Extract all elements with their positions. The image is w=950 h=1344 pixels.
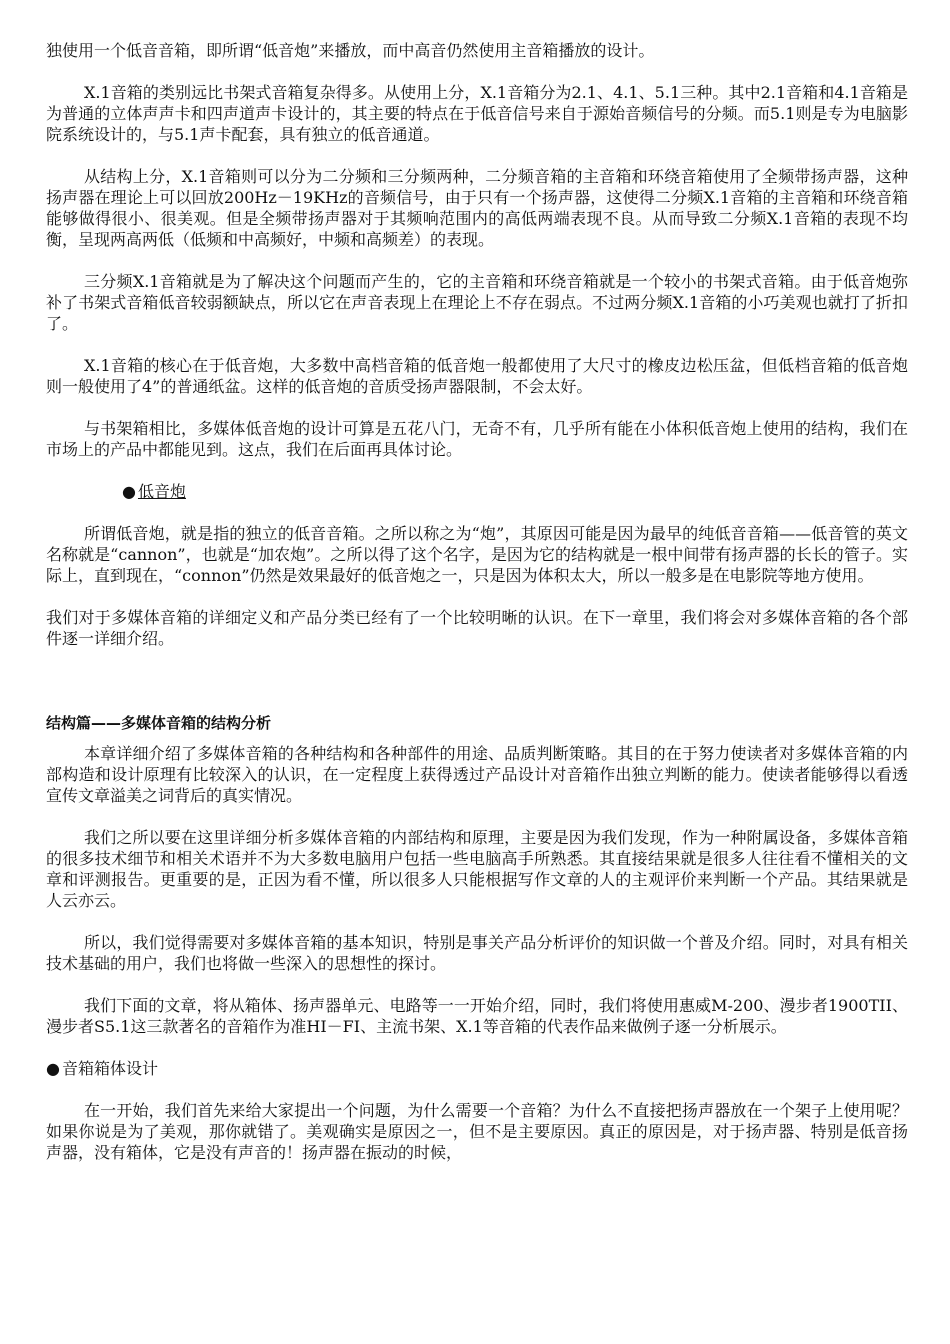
paragraph-gap bbox=[46, 974, 908, 995]
paragraph-gap bbox=[46, 250, 908, 271]
paragraph-x1-structure: 从结构上分，X.1音箱则可以分为二分频和三分频两种，二分频音箱的主音箱和环绕音箱使用了全频带扬声器，这种扬声器在理论上可以回放200Hz－19KHz的音频信号，由于只有一个扬声器，这使得二分频X.1音箱的主音箱和环绕音箱能够做得很小、很美观。但是全频带扬声器对于其频响范围内的高低两端表现不良。从而导致二分频X.1音箱的表现不均衡，呈现两高两低（低频和中高频好，中频和高频差）的表现。 bbox=[46, 167, 908, 249]
section-heading-label: 低音炮 bbox=[137, 482, 186, 501]
paragraph-x1-core: X.1音箱的核心在于低音炮，大多数中高档音箱的低音炮一般都使用了大尺寸的橡皮边松压盆，但低档音箱的低音炮则一般使用了4”的普通纸盆。这样的低音炮的音质受扬声器限制，不会太好。 bbox=[46, 356, 908, 396]
paragraph-chapter-plan: 我们下面的文章，将从箱体、扬声器单元、电路等一一开始介绍，同时，我们将使用惠威M-200、漫步者1900TII、漫步者S5.1这三款著名的音箱作为准HI－FI、主流书架、X.1等音箱的代表作品来做例子逐一分析展示。 bbox=[46, 996, 908, 1036]
paragraph-gap bbox=[46, 145, 908, 166]
bullet-icon: ● bbox=[122, 482, 136, 501]
paragraph-gap bbox=[46, 61, 908, 82]
paragraph-continuation: 独使用一个低音音箱，即所谓“低音炮”来播放，而中高音仍然使用主音箱播放的设计。 bbox=[46, 41, 655, 60]
paragraph-subwoofer-definition: 所谓低音炮，就是指的独立的低音音箱。之所以称之为“炮”，其原因可能是因为最早的纯低音音箱——低音管的英文名称就是“cannon”，也就是“加农炮”。之所以得了这个名字，是因为它的结构就是一根中间带有扬声器的长长的管子。实际上，直到现在，“connon”仍然是效果最好的低音炮之一，只是因为体积太大，所以一般多是在电影院等地方使用。 bbox=[46, 524, 908, 585]
section-gap bbox=[46, 649, 908, 713]
paragraph-gap bbox=[46, 1037, 908, 1058]
paragraph-compare-bookshelf: 与书架箱相比，多媒体低音炮的设计可算是五花八门，无奇不有，几乎所有能在小体积低音炮上使用的结构，我们在市场上的产品中都能见到。这点，我们在后面再具体讨论。 bbox=[46, 419, 908, 459]
paragraph-gap bbox=[46, 734, 908, 743]
paragraph-summary: 我们对于多媒体音箱的详细定义和产品分类已经有了一个比较明晰的认识。在下一章里，我们将会对多媒体音箱的各个部件逐一详细介绍。 bbox=[46, 608, 908, 648]
paragraph-gap bbox=[46, 586, 908, 607]
document-page bbox=[46, 40, 908, 1163]
paragraph-gap bbox=[46, 334, 908, 355]
paragraph-gap bbox=[46, 397, 908, 418]
paragraph-gap bbox=[46, 460, 908, 481]
section-heading-subwoofer bbox=[46, 481, 908, 502]
paragraph-gap bbox=[46, 911, 908, 932]
paragraph-x1-categories: X.1音箱的类别远比书架式音箱复杂得多。从使用上分，X.1音箱分为2.1、4.1、5.1三种。其中2.1音箱和4.1音箱是为普通的立体声声卡和四声道声卡设计的，其主要的特点在于低音信号来自于源始音频信号的分频。而5.1则是专为电脑影院系统设计的，与5.1声卡配套，具有独立的低音通道。 bbox=[46, 83, 908, 144]
bullet-icon: ● bbox=[46, 1059, 60, 1078]
paragraph-chapter-purpose: 所以，我们觉得需要对多媒体音箱的基本知识，特别是事关产品分析评价的知识做一个普及介绍。同时，对具有相关技术基础的用户，我们也将做一些深入的思想性的探讨。 bbox=[46, 933, 908, 973]
paragraph-chapter-intro: 本章详细介绍了多媒体音箱的各种结构和各种部件的用途、品质判断策略。其目的在于努力使读者对多媒体音箱的内部构造和设计原理有比较深入的认识，在一定程度上获得透过产品设计对音箱作出独立判断的能力。使读者能够得以看透宣传文章溢美之词背后的真实情况。 bbox=[46, 744, 908, 805]
paragraph-cabinet-intro: 在一开始，我们首先来给大家提出一个问题，为什么需要一个音箱？为什么不直接把扬声器放在一个架子上使用呢？如果你说是为了美观，那你就错了。美观确实是原因之一，但不是主要原因。真正的原因是，对于扬声器、特别是低音扬声器，没有箱体，它是没有声音的！扬声器在振动的时候， bbox=[46, 1101, 908, 1162]
paragraph-chapter-reason: 我们之所以要在这里详细分析多媒体音箱的内部结构和原理，主要是因为我们发现，作为一种附属设备，多媒体音箱的很多技术细节和相关术语并不为大多数电脑用户包括一些电脑高手所熟悉。其直接结果就是很多人往往看不懂相关的文章和评测报告。更重要的是，正因为看不懂，所以很多人只能根据写作文章的人的主观评价来判断一个产品。其结果就是人云亦云。 bbox=[46, 828, 908, 910]
section-heading-cabinet bbox=[46, 1058, 908, 1079]
chapter-title: 结构篇——多媒体音箱的结构分析 bbox=[46, 714, 272, 732]
paragraph-gap bbox=[46, 502, 908, 523]
paragraph-gap bbox=[46, 806, 908, 827]
section-heading-label: 音箱箱体设计 bbox=[61, 1059, 158, 1078]
paragraph-gap bbox=[46, 1079, 908, 1100]
paragraph-three-way: 三分频X.1音箱就是为了解决这个问题而产生的，它的主音箱和环绕音箱就是一个较小的书架式音箱。由于低音炮弥补了书架式音箱低音较弱额缺点，所以它在声音表现上在理论上不存在弱点。不过两分频X.1音箱的小巧美观也就打了折扣了。 bbox=[46, 272, 908, 333]
